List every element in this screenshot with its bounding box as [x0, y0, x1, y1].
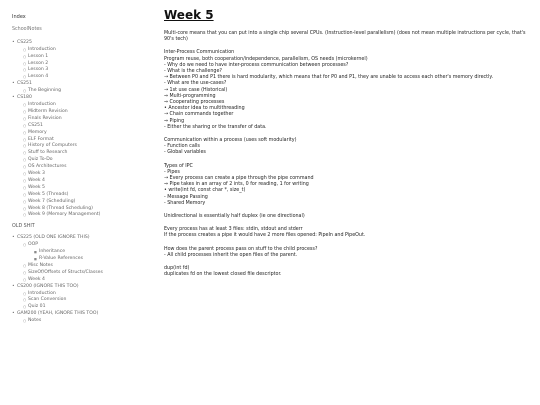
note-line: duplicates fd on the lowest closed file descriptor. — [164, 272, 282, 278]
sidebar-page-link[interactable]: Quiz To-Do — [28, 157, 53, 163]
sidebar-page-link[interactable]: Week 4 — [28, 177, 45, 183]
sidebar-page-item — [23, 185, 152, 192]
sidebar-old-course-item — [12, 311, 152, 325]
note-line: ⇒ Multi-programming — [164, 93, 216, 99]
sidebar-page-item — [23, 318, 152, 325]
note-paragraph — [164, 227, 536, 239]
note-line: Unidirectional is essentially half duplex (ie one directional) — [164, 214, 305, 220]
sidebar-old-course-item — [12, 235, 152, 283]
sidebar-page-link[interactable]: CS251 — [28, 122, 43, 128]
sidebar-page-link[interactable]: SizeOf/Offsets of Structs/Classes — [28, 269, 103, 275]
note-line: If the process creates a pipe it would have 2 more files opened: PipeIn and PipeOut. — [164, 233, 366, 239]
note-line: Types of IPC — [164, 163, 193, 169]
sidebar-sublist — [17, 318, 152, 325]
sidebar-page-item — [23, 242, 152, 263]
note-line: - Either the sharing or the transfer of data. — [164, 124, 267, 130]
note-line: How does the parent process pass on stuff to the child process? — [164, 246, 318, 252]
sidebar-page-link[interactable]: Lesson 1 — [28, 53, 49, 59]
note-line: • write(int fd, const char *, size_t) — [164, 188, 246, 194]
sidebar-page-item — [23, 277, 152, 284]
sidebar-page-link[interactable]: Introduction — [28, 46, 56, 52]
sidebar-page-link[interactable]: Week 5 — [28, 184, 45, 190]
sidebar-sublist — [17, 47, 152, 82]
note-line: → Every process can create a pipe through the pipe command — [164, 176, 314, 182]
note-paragraph — [164, 247, 536, 259]
sidebar-course-link[interactable]: CS225 — [17, 39, 32, 45]
sidebar-page-link[interactable]: Stuff to Research — [28, 150, 68, 156]
sidebar-page-link[interactable]: The Beginning — [28, 88, 62, 94]
sidebar-page-item — [23, 88, 152, 95]
note-line: → Chain commands together — [164, 112, 234, 118]
note-line: Inter-Process Communication — [164, 50, 235, 56]
note-line: - Message Passing — [164, 194, 208, 200]
sidebar-subpage-link[interactable]: R-Value References — [39, 256, 83, 261]
sidebar-page-item — [23, 123, 152, 130]
sidebar-page-link[interactable]: Misc Notes — [28, 262, 53, 268]
note-line: - What is the challenge? — [164, 69, 222, 75]
note-paragraph — [164, 138, 536, 157]
note-line: Every process has at least 3 files: stdin, stdout and stderr — [164, 227, 303, 233]
note-line: Program reuse, both cooperation/independence, parallelism, OS needs (microkernel) — [164, 56, 368, 62]
sidebar-page-link[interactable]: Week 5 (Threads) — [28, 191, 69, 197]
sidebar-course-link[interactable]: CS251 — [17, 81, 32, 87]
sidebar-course-item — [12, 40, 152, 81]
note-line: - Global variables — [164, 150, 206, 156]
current-course-list — [12, 40, 152, 220]
sidebar-subpage-item — [34, 249, 152, 256]
sidebar-sublist — [17, 102, 152, 219]
sidebar-page-link[interactable]: OOP — [28, 242, 39, 248]
old-section-heading: OLD SHIT — [12, 224, 35, 230]
note-paragraph — [164, 266, 536, 278]
sidebar-page-link[interactable]: Lesson 3 — [28, 67, 49, 73]
sidebar-page-item — [23, 54, 152, 61]
main-content — [164, 8, 536, 286]
sidebar-page-item — [23, 47, 152, 54]
sidebar-page-item — [23, 212, 152, 219]
sidebar-page-item — [23, 199, 152, 206]
sidebar-page-link[interactable]: Week 8 (Thread Scheduling) — [28, 205, 93, 211]
note-paragraph — [164, 50, 536, 131]
sidebar-page-link[interactable]: Week 4 — [28, 276, 45, 282]
note-paragraph — [164, 214, 536, 220]
sidebar-page-link[interactable]: Introduction — [28, 290, 56, 296]
sidebar-page-link[interactable]: Week 3 — [28, 171, 45, 177]
note-line: ⇒ Cooperating processes — [164, 100, 225, 106]
sidebar-page-item — [23, 74, 152, 81]
note-line: - Why do we need to have inter-process communication between processes? — [164, 62, 349, 68]
sidebar-page-link[interactable]: Week 7 (Scheduling) — [28, 198, 76, 204]
sidebar-page-item — [23, 130, 152, 137]
sidebar-page-link[interactable]: OS Architectures — [28, 164, 67, 170]
note-line: ⇒ Piping — [164, 118, 185, 124]
note-line: - Function calls — [164, 144, 200, 150]
sidebar-page-link[interactable]: Lesson 4 — [28, 74, 49, 80]
sidebar-page-link[interactable]: Midterm Revision — [28, 108, 68, 114]
sidebar-sublist — [17, 291, 152, 312]
sidebar-subpage-link[interactable]: Inheritance — [39, 249, 66, 255]
note-line: → 1st use case (Historical) — [164, 87, 228, 93]
note-paragraph — [164, 164, 536, 207]
sidebar-page-link[interactable]: Week 9 (Memory Management) — [28, 212, 101, 218]
sidebar-page-item — [23, 263, 152, 270]
sidebar-page-link[interactable]: History of Computers — [28, 143, 77, 149]
note-line: - All child processes inherit the open files of the parent. — [164, 252, 298, 258]
sidebar-page-link[interactable]: Notes — [28, 318, 42, 324]
sidebar-old-course-item — [12, 284, 152, 312]
note-line: • Ancestor idea to multithreading — [164, 106, 245, 112]
note-body — [164, 31, 536, 279]
sidebar-page-item — [23, 178, 152, 185]
sidebar-page-link[interactable]: Quiz 01 — [28, 304, 46, 310]
sidebar-page-item — [23, 116, 152, 123]
sidebar-course-item — [12, 95, 152, 219]
note-paragraph — [164, 31, 536, 43]
sidebar-page-link[interactable]: Introduction — [28, 101, 56, 107]
sidebar-sublist — [17, 88, 152, 95]
sidebar-page-link[interactable]: Memory — [28, 129, 47, 135]
note-line: Communication within a process (uses soft modularity) — [164, 138, 297, 144]
note-line: - Shared Memory — [164, 200, 206, 206]
sidebar-course-link[interactable]: CS180 — [17, 95, 32, 101]
sidebar-page-link[interactable]: Lesson 2 — [28, 60, 49, 66]
sidebar-page-item — [23, 164, 152, 171]
sidebar-page-link[interactable]: Finals Revision — [28, 115, 62, 121]
sidebar-page-item — [23, 171, 152, 178]
note-line: Multi-core means that you can put into a single chip several CPUs. (Instruction-level parallelism) (does not mean multiple instructions per cycle, that's — [164, 31, 526, 36]
sidebar-old-course-link[interactable]: CS200 (IGNORE THIS TOO) — [17, 283, 79, 289]
note-line: → Between P0 and P1 there is hard modularity, which means that for P0 and P1, they are unable to access each other's memory directly. — [164, 75, 494, 81]
note-line: - What are the use-cases? — [164, 81, 227, 87]
sidebar-old-course-link[interactable]: CS225 (OLD ONE IGNORE THIS) — [17, 235, 90, 241]
sidebar-page-item — [23, 102, 152, 109]
sidebar-page-item — [23, 109, 152, 116]
site-title-link[interactable]: SchoolNotes — [12, 26, 42, 32]
sidebar-page-link[interactable]: Scan Conversion — [28, 297, 67, 303]
index-link[interactable]: Index — [12, 14, 26, 20]
sidebar-old-course-link[interactable]: GAM200 (YEAH, IGNORE THIS TOO) — [17, 311, 99, 317]
note-line: ⇒ Pipe takes in an array of 2 ints, 0 for reading, 1 for writing — [164, 182, 309, 188]
sidebar-subpage-item — [34, 256, 152, 263]
sidebar-page-item — [23, 270, 152, 277]
page-title: Week 5 — [164, 8, 214, 22]
sidebar-sublist — [17, 242, 152, 283]
sidebar — [12, 14, 152, 325]
note-line: 90's tech) — [164, 37, 188, 43]
sidebar-course-item — [12, 81, 152, 95]
sidebar-page-link[interactable]: ELF Format — [28, 136, 54, 142]
sidebar-page-item — [23, 192, 152, 199]
sidebar-subsublist — [28, 249, 152, 263]
old-course-list — [12, 235, 152, 325]
note-line: - Pipes — [164, 169, 180, 175]
note-line: dup(int fd) — [164, 266, 190, 272]
